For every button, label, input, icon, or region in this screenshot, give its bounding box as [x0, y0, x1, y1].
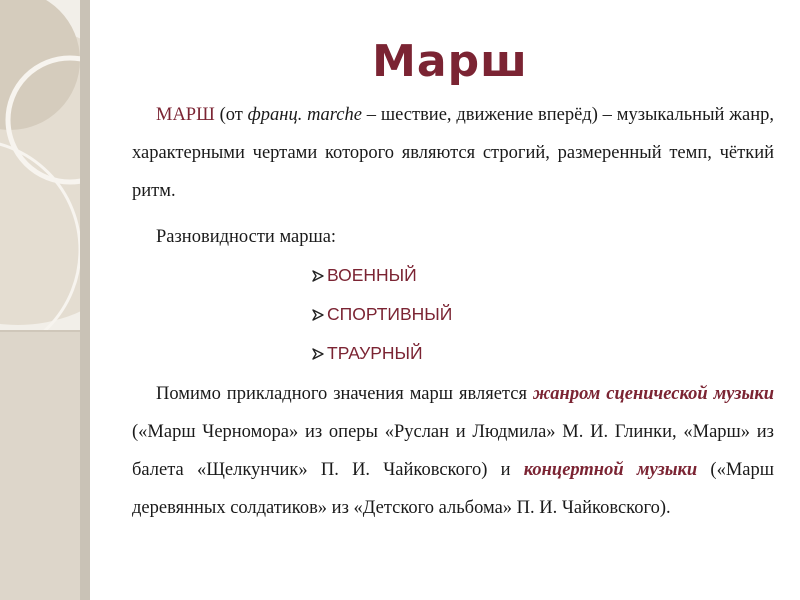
varieties-list	[132, 256, 774, 373]
arrow-bullet-icon	[312, 309, 324, 321]
concert-music-highlight: концертной музыки	[523, 460, 698, 480]
slide-content	[132, 96, 774, 527]
varieties-heading: Разновидности марша:	[156, 227, 337, 247]
arrow-bullet-icon	[312, 270, 324, 282]
list-item	[312, 334, 774, 373]
term-march: МАРШ	[156, 105, 215, 125]
applied-paragraph	[132, 375, 774, 527]
decorative-sidebar	[0, 0, 90, 600]
page-title: Марш	[372, 36, 528, 87]
definition-paragraph	[132, 96, 774, 210]
arrow-bullet-icon	[312, 348, 324, 360]
definition-part1: (от	[214, 105, 248, 125]
definition-word: marche	[307, 105, 362, 125]
definition-rest: – шествие, движение вперёд) – музыкальный жанр, характерными чертами которого являются строгий, размеренный темп, чёткий ритм.	[132, 105, 774, 201]
list-item	[312, 295, 774, 334]
applied-part3: («Марш деревянных солдатиков» из «Детского альбома» П. И. Чайковского).	[132, 460, 774, 518]
variety-label: СПОРТИВНЫЙ	[327, 304, 453, 324]
variety-label: ВОЕННЫЙ	[327, 265, 417, 285]
list-item	[312, 256, 774, 295]
definition-lang: франц.	[247, 105, 303, 125]
applied-part1: Помимо прикладного значения марш является	[156, 384, 533, 404]
applied-part2: («Марш Черномора» из оперы «Руслан и Людмила» М. И. Глинки, «Марш» из балета «Щелкунчик» П. И. Чайковского) и	[132, 422, 774, 480]
variety-label: ТРАУРНЫЙ	[327, 343, 423, 363]
stage-music-highlight: жанром сценической музыки	[532, 384, 774, 404]
decorative-circles	[0, 0, 90, 600]
